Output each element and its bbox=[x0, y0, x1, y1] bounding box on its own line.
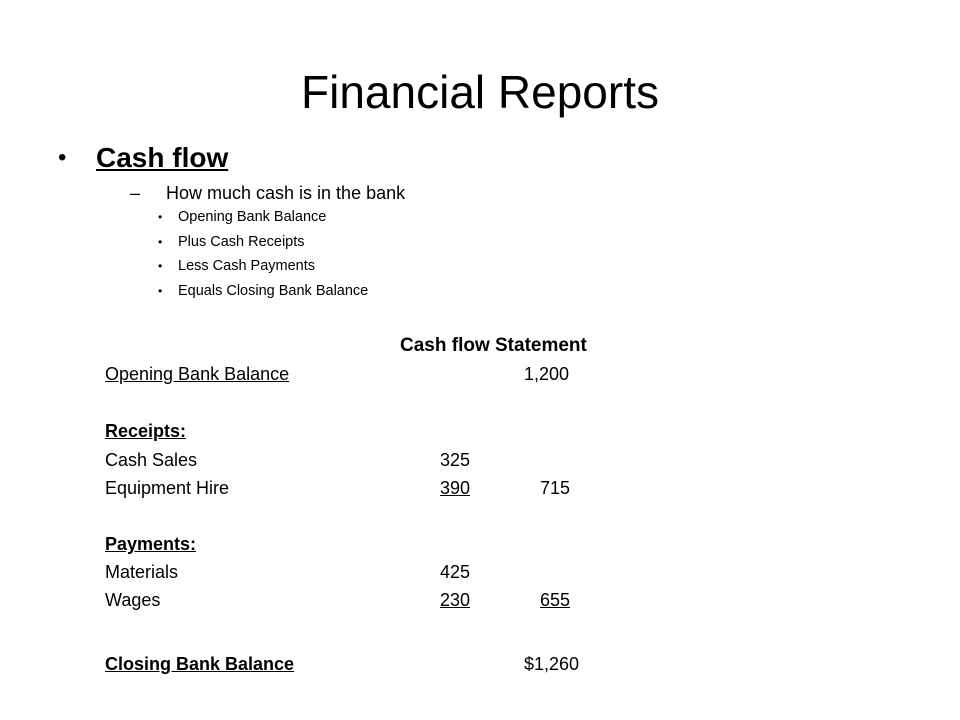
closing-label: Closing Bank Balance bbox=[105, 654, 295, 674]
table-row bbox=[0, 586, 960, 614]
bullet-icon: • bbox=[158, 283, 163, 298]
sub-sub-list bbox=[158, 205, 368, 303]
slide-title: Financial Reports bbox=[301, 66, 659, 118]
list-item bbox=[158, 254, 368, 279]
opening-row bbox=[0, 360, 960, 388]
list-item-text: Less Cash Payments bbox=[178, 258, 316, 274]
payment-amount: 230 bbox=[440, 590, 471, 610]
table-row bbox=[0, 558, 960, 586]
table-row bbox=[0, 446, 960, 474]
list-item-text: Plus Cash Receipts bbox=[178, 233, 305, 250]
payment-amount: 425 bbox=[440, 562, 471, 582]
payment-label: Wages bbox=[105, 590, 161, 610]
sub-bullet-text: How much cash is in the bank bbox=[166, 183, 406, 203]
payments-heading-row bbox=[0, 530, 960, 558]
list-item bbox=[158, 230, 368, 255]
receipt-amount: 325 bbox=[440, 450, 471, 470]
bullet-icon: • bbox=[158, 259, 163, 273]
payments-heading: Payments: bbox=[105, 534, 197, 554]
opening-label: Opening Bank Balance bbox=[105, 364, 290, 384]
statement-title: Cash flow Statement bbox=[400, 335, 587, 356]
bullet-icon: • bbox=[58, 144, 67, 171]
dash-icon: – bbox=[130, 183, 141, 203]
list-item bbox=[158, 279, 368, 304]
receipts-heading-row bbox=[0, 417, 960, 445]
payment-label: Materials bbox=[105, 562, 179, 582]
receipts-total: 715 bbox=[540, 478, 571, 498]
closing-row bbox=[0, 650, 960, 678]
receipt-label: Cash Sales bbox=[105, 450, 198, 470]
receipt-amount: 390 bbox=[440, 478, 471, 498]
receipt-label: Equipment Hire bbox=[105, 478, 230, 498]
bullet-icon: • bbox=[158, 234, 163, 249]
bullet-heading: Cash flow bbox=[96, 142, 229, 173]
list-item-text: Equals Closing Bank Balance bbox=[178, 282, 369, 299]
receipts-heading: Receipts: bbox=[105, 421, 187, 441]
list-item bbox=[158, 205, 368, 230]
bullet-icon: • bbox=[158, 210, 163, 224]
closing-value: $1,260 bbox=[524, 654, 580, 674]
list-item-text: Opening Bank Balance bbox=[178, 209, 327, 225]
opening-value: 1,200 bbox=[524, 364, 570, 384]
payments-total: 655 bbox=[540, 590, 571, 610]
table-row bbox=[0, 474, 960, 502]
